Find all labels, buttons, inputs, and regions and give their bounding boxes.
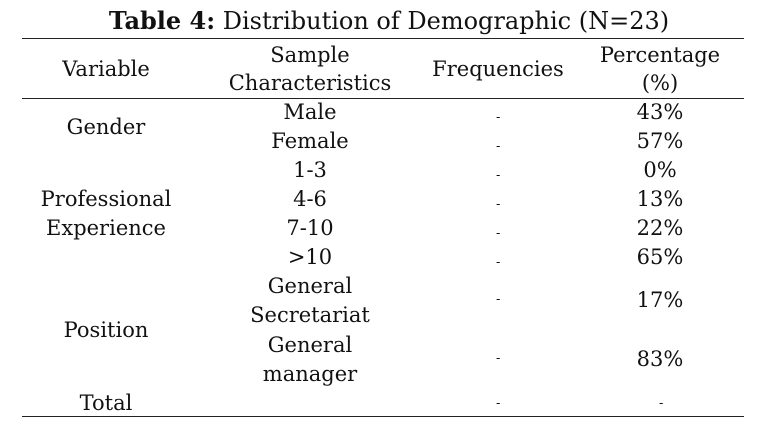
- header-percentage-line2: (%): [641, 71, 679, 95]
- row-percentage: 17%: [636, 288, 684, 312]
- top-rule: [22, 38, 744, 39]
- row-characteristic-line2: Secretariat: [250, 303, 370, 327]
- row-frequency: -: [496, 255, 501, 270]
- row-frequency: -: [496, 197, 501, 212]
- row-percentage: 13%: [636, 187, 684, 211]
- table-caption: [0, 5, 778, 37]
- header-percentage-line1: Percentage: [599, 43, 721, 67]
- row-percentage: 83%: [636, 347, 684, 371]
- row-frequency: -: [496, 292, 501, 307]
- row-frequency: -: [496, 110, 501, 125]
- row-percentage: 65%: [636, 245, 684, 269]
- row-frequency: -: [496, 168, 501, 183]
- row-characteristic: 7-10: [286, 216, 334, 240]
- row-characteristic-line2: manager: [262, 362, 358, 386]
- row-characteristic-line1: General: [267, 333, 353, 357]
- total-frequency: -: [496, 396, 501, 411]
- row-percentage: 57%: [636, 129, 684, 153]
- group-experience-line1: Professional: [40, 187, 172, 211]
- row-characteristic: >10: [287, 245, 333, 269]
- group-position: Position: [63, 318, 149, 342]
- header-frequencies: Frequencies: [432, 57, 564, 81]
- group-experience-line2: Experience: [46, 216, 166, 240]
- header-variable: Variable: [62, 57, 150, 81]
- table-caption-label: Table 4:: [108, 6, 216, 35]
- group-total: Total: [79, 391, 133, 415]
- total-percentage: -: [659, 396, 664, 411]
- row-percentage: 22%: [636, 216, 684, 240]
- row-characteristic: 4-6: [293, 187, 327, 211]
- row-characteristic: Male: [283, 100, 337, 124]
- group-gender: Gender: [66, 115, 146, 139]
- row-characteristic: 1-3: [293, 158, 327, 182]
- header-sample-line1: Sample: [270, 43, 350, 67]
- table-caption-text: Distribution of Demographic (N=23): [222, 7, 670, 35]
- row-characteristic-line1: General: [267, 274, 353, 298]
- header-sample-line2: Characteristics: [228, 71, 392, 95]
- row-frequency: -: [496, 351, 501, 366]
- row-frequency: -: [496, 139, 501, 154]
- row-percentage: 43%: [636, 100, 684, 124]
- row-percentage: 0%: [643, 158, 677, 182]
- row-frequency: -: [496, 226, 501, 241]
- row-characteristic: Female: [271, 129, 349, 153]
